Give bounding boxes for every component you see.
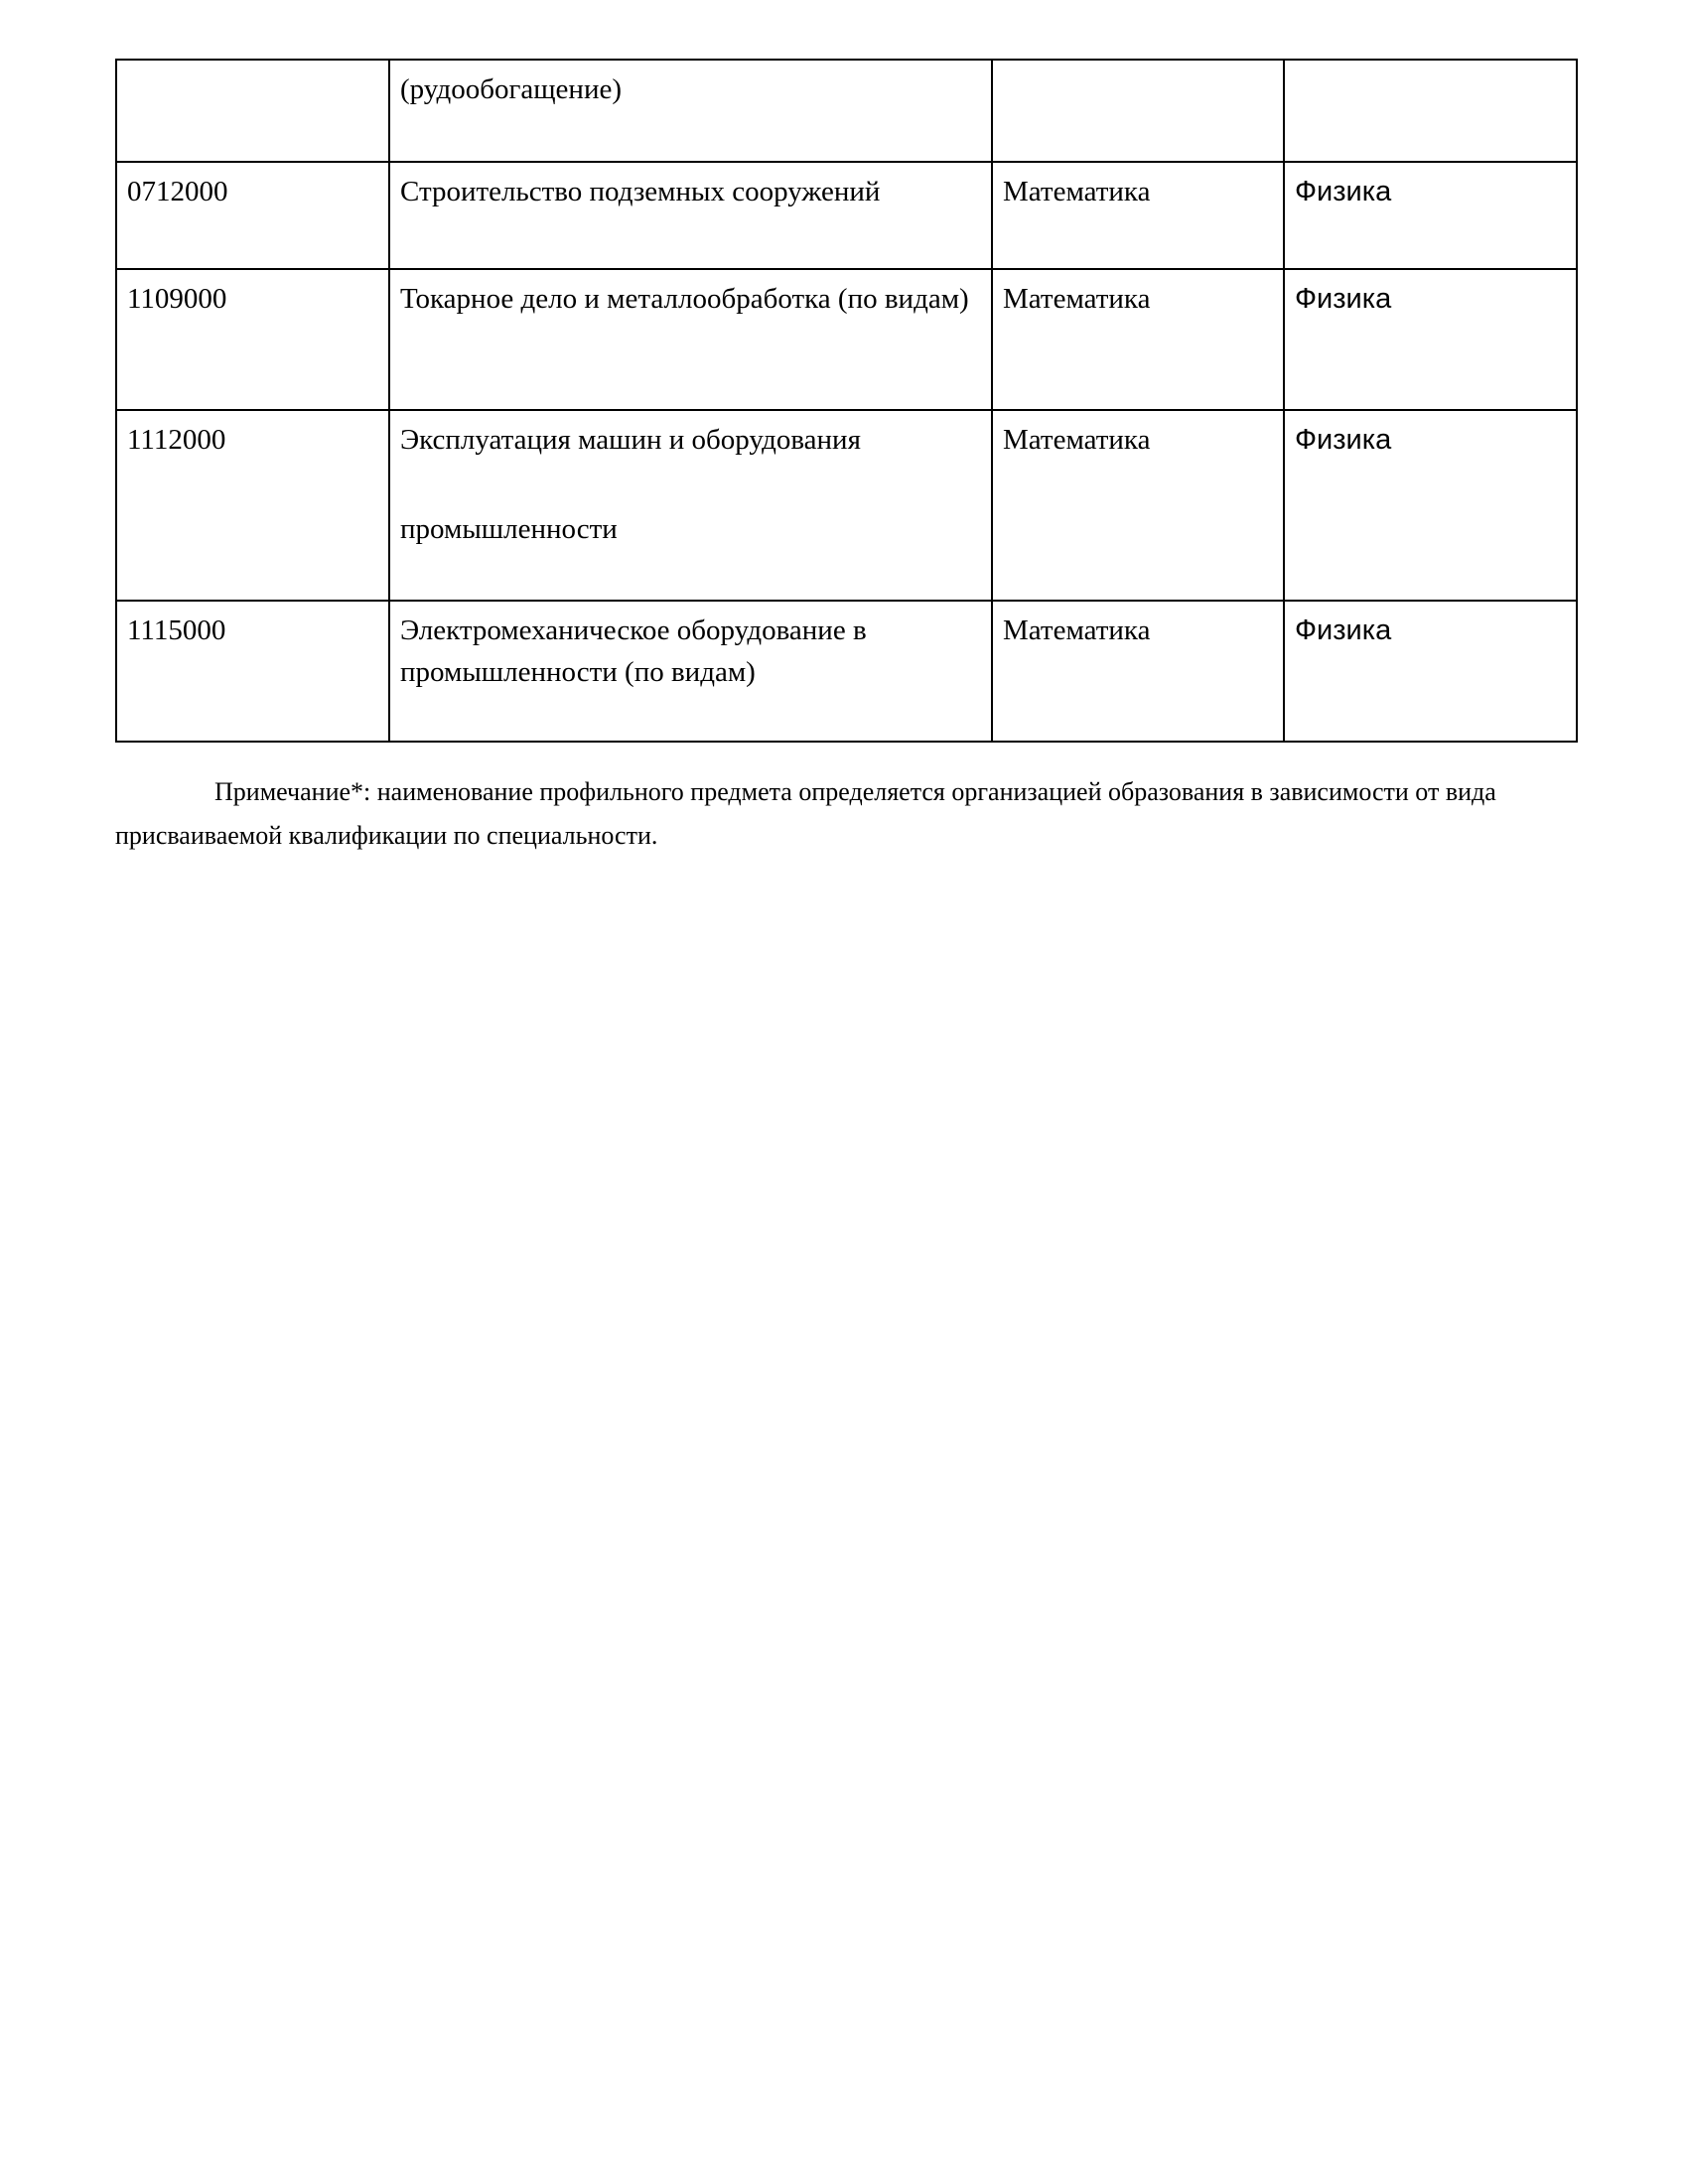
subject2-cell: Физика — [1284, 162, 1577, 269]
specialty-name-cell: Электромеханическое оборудование в промышленности (по видам) — [389, 601, 992, 742]
specialty-name-cell: (рудообогащение) — [389, 60, 992, 162]
specialties-table — [115, 59, 1578, 743]
table-row — [116, 162, 1577, 269]
subject2-cell: Физика — [1284, 269, 1577, 410]
table-row — [116, 60, 1577, 162]
code-cell — [116, 60, 389, 162]
footnote: Примечание*: наименование профильного предмета определяется организацией образования в зависимости от вида присваиваемой квалификации по специальности. — [115, 777, 1496, 850]
subject1-cell — [992, 60, 1284, 162]
table-row — [116, 269, 1577, 410]
specialty-name-line1: Эксплуатация машин и оборудования — [400, 424, 861, 456]
specialty-name-line2: промышленности — [400, 513, 618, 545]
subject1-cell: Математика — [992, 601, 1284, 742]
subject2-cell — [1284, 60, 1577, 162]
code-cell: 1112000 — [116, 410, 389, 601]
subject2-cell: Физика — [1284, 601, 1577, 742]
subject2-cell: Физика — [1284, 410, 1577, 601]
code-cell: 1115000 — [116, 601, 389, 742]
subject1-cell: Математика — [992, 269, 1284, 410]
table-row — [116, 410, 1577, 601]
specialty-name-cell — [389, 410, 992, 601]
code-cell: 0712000 — [116, 162, 389, 269]
subject1-cell: Математика — [992, 162, 1284, 269]
specialty-name-cell: Токарное дело и металлообработка (по видам) — [389, 269, 992, 410]
code-cell: 1109000 — [116, 269, 389, 410]
subject1-cell: Математика — [992, 410, 1284, 601]
table-row — [116, 601, 1577, 742]
specialty-name-cell: Строительство подземных сооружений — [389, 162, 992, 269]
